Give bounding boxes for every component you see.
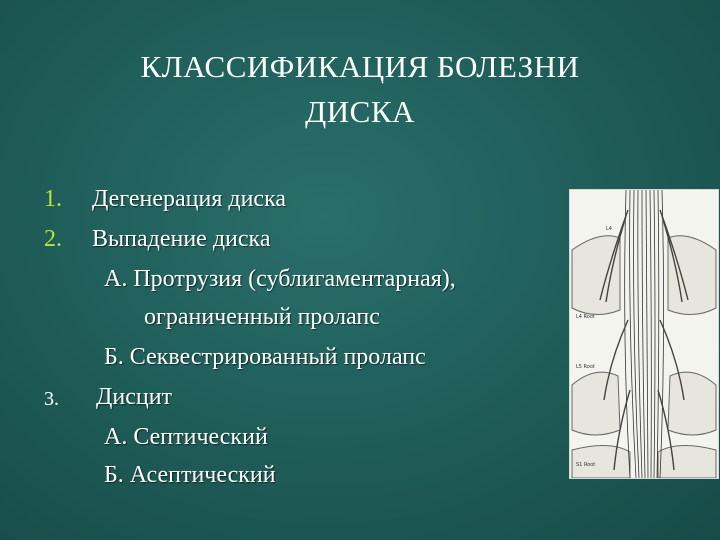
- vertebra-left-upper: [572, 236, 620, 315]
- vertebra-right-lower: [668, 372, 716, 435]
- sacrum-right: [658, 445, 716, 478]
- list-subitem-3b: Б. Асептический: [104, 462, 276, 488]
- title-line-2: ДИСКА: [305, 94, 415, 129]
- list-subitem-3a: А. Септический: [104, 424, 268, 450]
- list-item-2: Выпадение диска: [92, 226, 271, 252]
- label-s1-root: S1 Root: [576, 462, 596, 468]
- list-subitem-2a: А. Протрузия (сублигаментарная),: [104, 266, 456, 292]
- title-line-1: КЛАССИФИКАЦИЯ БОЛЕЗНИ: [140, 49, 580, 84]
- vertebra-right-upper: [668, 236, 716, 315]
- label-l5-root: L5 Root: [576, 364, 595, 370]
- label-l4: L4: [606, 226, 612, 232]
- list-item-1: Дегенерация диска: [92, 186, 287, 212]
- list-number-1: 1.: [44, 186, 62, 212]
- list-item-3: Дисцит: [96, 384, 173, 410]
- list-number-2: 2.: [44, 226, 62, 252]
- list-subitem-2b: Б. Секвестрированный пролапс: [104, 344, 426, 370]
- slide-title: [60, 44, 660, 134]
- spine-drawing: [570, 190, 718, 478]
- cauda-equina: [625, 190, 664, 478]
- label-l4-root: L4 Root: [576, 314, 595, 320]
- spinal-nerve-roots-illustration: [569, 189, 719, 479]
- vertebra-left-lower: [572, 372, 620, 435]
- list-subitem-2a-cont: ограниченный пролапс: [144, 304, 380, 330]
- list-number-3: 3.: [44, 388, 59, 410]
